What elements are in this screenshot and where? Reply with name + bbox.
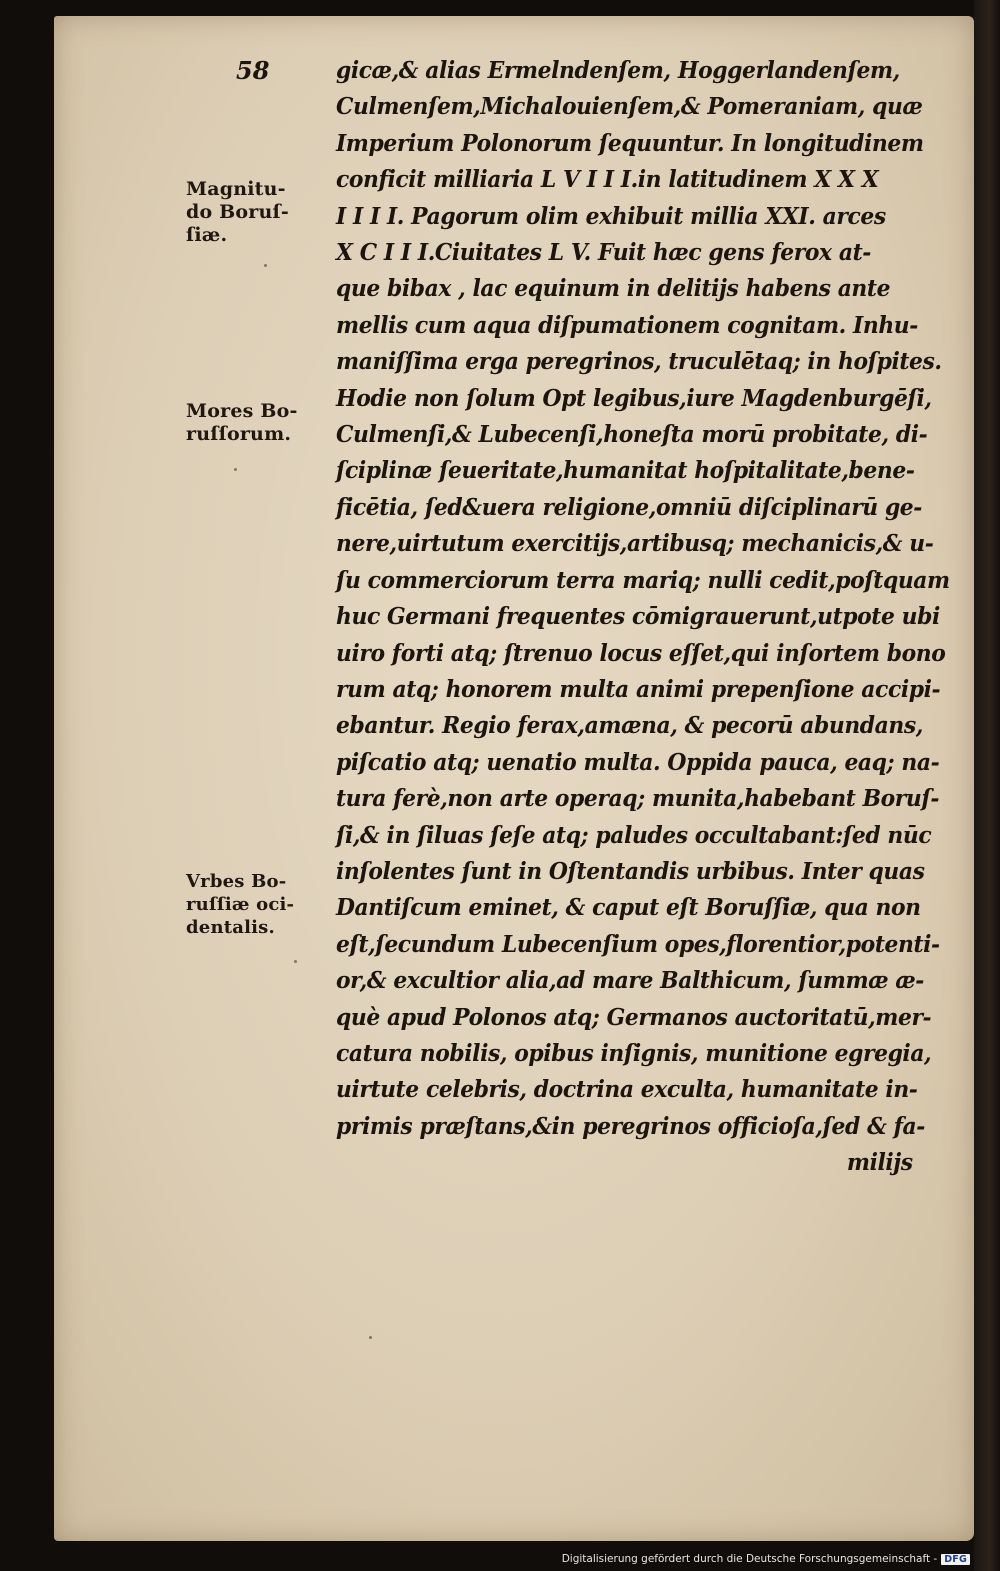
text-line: eſt,ſecundum Lubecenſium opes,florentior,potenti- [336,929,940,958]
text-line: gicæ,& alias Ermelndenſem, Hoggerlandenſem, [336,56,900,84]
margin-note-line: Mores Bo- [186,400,298,422]
text-line: Culmenſi,& Lubecenſi,honeſta morū probitate, di- [336,420,928,449]
margin-note-magnitudo [186,178,289,247]
text-line: Hodie non ſolum Opt legibus,iure Magdenburgēſi, [336,383,932,412]
text-line: Imperium Polonorum ſequuntur. In longitudinem [336,128,924,157]
page-number: 58 [236,56,270,85]
text-line: uirtute celebris, doctrina exculta, humanitate in- [336,1075,918,1104]
text-line: maniſſima erga peregrinos, truculētaq; in hoſpites. [336,347,942,376]
book-gutter [974,0,1000,1571]
text-line: rum atq; honorem multa animi prepenſione accipi- [336,674,941,703]
text-line: que bibax , lac equinum in delitijs habens ante [336,274,891,303]
catchword: milijs [846,1148,913,1177]
text-line: huc Germani frequentes cōmigrauerunt,utpote ubi [336,602,940,631]
margin-note-mores [186,400,298,446]
text-line: primis præſtans,&in peregrinos officioſa,ſed & fa- [336,1111,925,1140]
dfg-logo: DFG [941,1554,970,1565]
text-line: ſi,& in ſiluas ſeſe atq; paludes occultabant:ſed nūc [336,820,932,849]
margin-note-line: Vrbes Bo- [186,871,287,892]
digitization-credit [562,1553,970,1565]
text-line: catura nobilis, opibus inſignis, munitione egregia, [336,1038,932,1067]
text-line: conficit milliaria L V I I I.in latitudinem X X X [336,165,879,194]
text-line: tura ferè,non arte operaq; munita,habebant Boruſ- [336,784,940,813]
text-line: ſciplinæ ſeueritate,humanitat hoſpitalitate,bene- [336,456,915,485]
margin-note-line: dentalis. [186,917,275,938]
margin-note-line: ſiæ. [186,224,228,246]
margin-note-line: ruſſiæ oci- [186,894,295,915]
margin-note-line: Magnitu- [186,178,286,200]
margin-note-urbes [186,870,294,939]
text-line: inſolentes ſunt in Oſtentandis urbibus. Inter quas [336,856,925,885]
margin-note-line: do Boruſ- [186,201,289,223]
text-line: mellis cum aqua diſpumationem cognitam. Inhu- [336,310,918,339]
text-line: ebantur. Regio ferax,amæna, & pecorū abundans, [336,711,923,740]
margin-note-line: ruſſorum. [186,423,292,445]
text-line: X C I I I.Ciuitates L V. Fuit hæc gens ferox at- [336,238,871,267]
text-line: Dantiſcum eminet, & caput eſt Boruſſiæ, qua non [336,893,921,922]
ink-speck [369,1336,372,1339]
text-line: Culmenſem,Michalouienſem,& Pomeraniam, quæ [336,92,923,121]
ink-speck [294,960,297,963]
credit-text: Digitalisierung gefördert durch die Deutsche Forschungsgemeinschaft - [561,1553,938,1565]
text-line: or,& excultior alia,ad mare Balthicum, ſummæ æ- [336,966,924,995]
text-line: I I I I. Pagorum olim exhibuit millia XXI. arces [336,201,886,230]
text-line: piſcatio atq; uenatio multa. Oppida pauca, eaq; na- [336,747,940,776]
text-line: ficētia, ſed&uera religione,omniū diſciplinarū ge- [336,492,922,521]
text-line: uiro forti atq; ſtrenuo locus eſſet,qui inſortem bono [336,638,946,667]
text-line: nere,uirtutum exercitijs,artibusq; mechanicis,& u- [336,529,934,558]
text-line: ſu commerciorum terra mariq; nulli cedit,poſtquam [336,565,950,594]
text-line: què apud Polonos atq; Germanos auctoritatū,mer- [336,1002,932,1031]
ink-speck [264,264,267,267]
ink-speck [234,468,237,471]
main-text-block [336,52,950,1181]
